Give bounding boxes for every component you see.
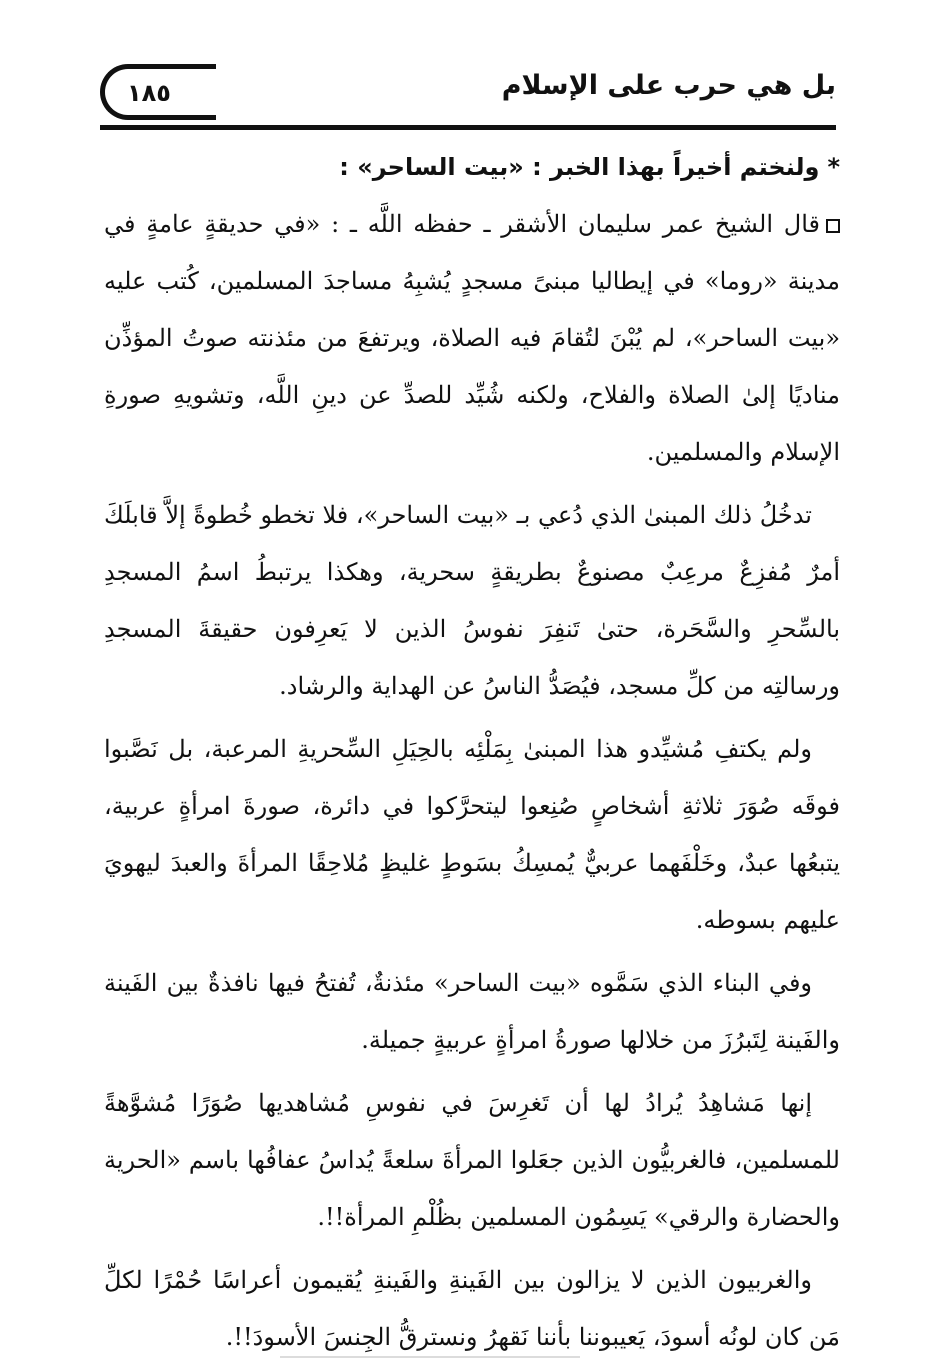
section-heading bbox=[104, 142, 840, 192]
header-rule bbox=[100, 125, 836, 130]
paragraph-6: والغربيون الذين لا يزالون بين الفَينةِ والفَينةِ يُقيمون أعراسًا حُمْرًا لكلِّ مَن كان لونُه أسودَ، يَعيبوننا بأننا نَقهرُ ونسترقُّ الجِنسَ الأسودَ!!. bbox=[104, 1266, 840, 1351]
page-body bbox=[104, 142, 840, 1372]
page-header bbox=[100, 60, 836, 130]
paragraph-1-text: قال الشيخ عمر سليمان الأشقر ـ حفظه اللَّه ـ : «في حديقةٍ عامةٍ في مدينة «روما» في إيطاليا مبنىً مسجدٍ يُشبِهُ مساجدَ المسلمين، كُتب عليه «بيت الساحر»، لم يُبْنَ لتُقامَ فيه الصلاة، ويرتفعَ من مئذنته صوتُ المؤذِّن مناديًا إلىٰ الصلاة والفلاح، ولكنه شُيِّد للصدِّ عن دينِ اللَّه، وتشويهِ صورةِ الإسلام والمسلمين. bbox=[104, 210, 840, 466]
paragraph-5: إنها مَشاهِدُ يُرادُ لها أن تَغرِسَ في نفوسِ مُشاهديها صُوَرًا مُشوَّهةً للمسلمين، فالغربيُّون الذين جعَلوا المرأةَ سلعةً يُداسُ عفافُها باسم «الحرية والحضارة والرقي» يَسِمُون المسلمين بظُلْمِ المرأة!!. bbox=[104, 1089, 840, 1231]
paragraph-3: ولم يكتفِ مُشيِّدو هذا المبنىٰ بِمَلْئِه بالحِيَلِ السِّحريةِ المرعبة، بل نَصَّبوا فوقَه صُوَرَ ثلاثةِ أشخاصٍ صُنِعوا ليتحرَّكوا في دائرة، صورةَ امرأةٍ عربية، يتبعُها عبدٌ، وخَلْفَهما عربيٌّ يُمسِكُ بسَوطٍ غليظٍ مُلاحِقًا المرأةَ والعبدَ ليهويَ عليهم بسوطه. bbox=[104, 735, 840, 934]
paragraph-1 bbox=[104, 196, 840, 481]
paragraph-2: تدخُلُ ذلك المبنىٰ الذي دُعي بـ «بيت الساحر»، فلا تخطو خُطوةً إلاَّ قابلَكَ أمرٌ مُفزِعٌ مرعِبٌ مصنوعٌ بطريقةٍ سحرية، وهكذا يرتبطُ اسمُ المسجدِ بالسِّحرِ والسَّحَرة، حتىٰ تَنفِرَ نفوسُ الذين لا يَعرِفون حقيقةَ المسجدِ ورسالتِه من كلِّ مسجد، فيُصَدُّ الناسُ عن الهداية والرشاد. bbox=[104, 501, 840, 700]
page-number: ١٨٥ bbox=[127, 79, 171, 107]
paragraph-4: وفي البناء الذي سَمَّوه «بيت الساحر» مئذنةٌ، تُفتحُ فيها نافذةٌ بين الفَينة والفَينة لِتَبرُزَ من خلالها صورةُ امرأةٍ عربيةٍ جميلة. bbox=[104, 969, 840, 1054]
running-title: بل هي حرب على الإسلام bbox=[501, 70, 836, 101]
square-bullet-icon bbox=[826, 219, 840, 233]
page-number-frame bbox=[100, 64, 216, 120]
star-icon: * bbox=[827, 153, 840, 181]
section-heading-text: ولنختم أخيراً بهذا الخبر : «بيت الساحر» : bbox=[339, 153, 820, 181]
footer-scan-mark bbox=[280, 1356, 580, 1358]
